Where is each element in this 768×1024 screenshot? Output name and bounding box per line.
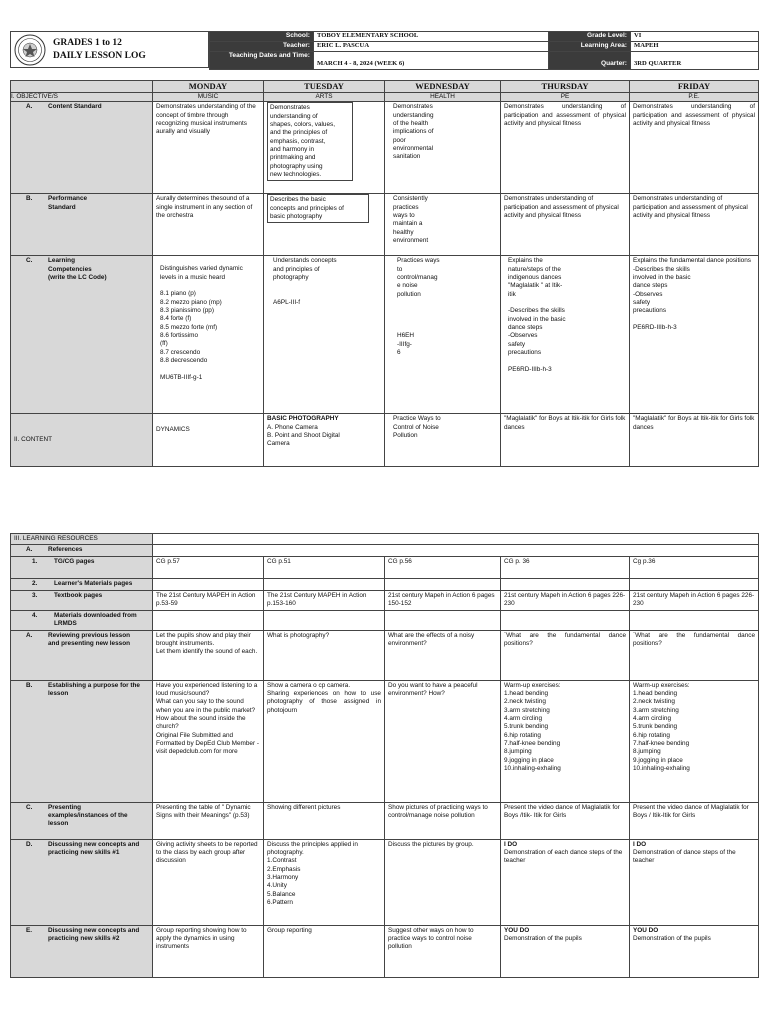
cell (501, 925, 630, 977)
day-wednesday: WEDNESDAY (385, 81, 501, 93)
cell-body: Demonstration of the pupils (633, 934, 711, 942)
cell: Warm-up exercises: 1.head bending 2.neck twisting 3.arm stretching 4.arm circling 5.trunk bending 6.hip rotating 7.half-knee bending 8.jumping 9.jogging in place 10.inhaling-exhaling (501, 680, 630, 802)
cell: Aurally determines thesound of a single instrument in any section of the orchestra (153, 194, 264, 256)
label-textbook-pages: 3. Textbook pages (11, 590, 153, 610)
subject-music: MUSIC (153, 93, 264, 102)
cell-heading: I DO (504, 840, 518, 848)
resources-table (10, 533, 759, 978)
cell: Practice Ways to Control of Noise Pollution (385, 414, 501, 467)
cell: Explains the fundamental dance positions -Describes the skills involved in the basic dance steps -Observes safety precautions PE6RD-IIIb-h-3 (630, 256, 759, 414)
cell (264, 610, 385, 630)
label-references: A. References (11, 545, 153, 556)
area-label: Learning Area: (549, 42, 631, 52)
cell: CG p.57 (153, 556, 264, 578)
label-procedure-d: D. Discussing new concepts and practicing new skills #1 (11, 839, 153, 925)
school-label: School: (210, 32, 314, 42)
cell: 21st century Mapeh in Action 6 pages 226-230 (501, 590, 630, 610)
day-friday: FRIDAY (630, 81, 759, 93)
cell: CG p.56 (385, 556, 501, 578)
grade-value: VI (631, 32, 759, 42)
form-title-line1: GRADES 1 to 12 (53, 38, 122, 48)
section-objectives: I. OBJECTIVE/S (11, 93, 153, 102)
cell: Describes the basic concepts and principles of basic photography (264, 194, 385, 256)
row-procedure-e (11, 925, 759, 977)
row-performance-standard (11, 194, 759, 256)
cell (264, 414, 385, 467)
cell: The 21st Century MAPEH in Action p.53-59 (153, 590, 264, 610)
label-procedure-b: B. Establishing a purpose for the lesson (11, 680, 153, 802)
cell: Demonstrates understanding of participation and assessment of physical activity and physical fitness (630, 102, 759, 194)
area-value: MAPEH (631, 42, 759, 52)
day-thursday: THURSDAY (501, 81, 630, 93)
cell-heading: YOU DO (504, 926, 530, 934)
cell: Cg p.36 (630, 556, 759, 578)
header-info-right (548, 31, 759, 70)
cell-body: Demonstration of the pupils (504, 934, 582, 942)
cell (630, 610, 759, 630)
cell: Practices ways to control/manag e noise pollution H6EH -IIIfg- 6 (385, 256, 501, 414)
day-monday: MONDAY (153, 81, 264, 93)
cell-heading: BASIC PHOTOGRAPHY (267, 415, 339, 423)
cell: "Maglalatik" for Boys at Itik-itik for Girls folk dances (630, 414, 759, 467)
day-tuesday: TUESDAY (264, 81, 385, 93)
teacher-label: Teacher: (210, 42, 314, 52)
cell: 21st century Mapeh in Action 6 pages 226-230 (630, 590, 759, 610)
cell-heading: I DO (633, 840, 647, 848)
cell: CG p. 36 (501, 556, 630, 578)
cell: Demonstrates understanding of participation and assessment of physical activity and physical fitness (501, 102, 630, 194)
quarter-value: 3RD QUARTER (631, 52, 759, 70)
cell: Demonstrates understanding of participation and assessment of physical activity and physical fitness (501, 194, 630, 256)
row-procedure-c (11, 802, 759, 839)
cell (153, 545, 759, 556)
cell: Present the video dance of Maglalatik for Boys / Itik-Itik for Girls (630, 802, 759, 839)
cell-body: Demonstration of dance steps of the teacher (633, 848, 736, 865)
school-value: TOBOY ELEMENTARY SCHOOL (314, 32, 549, 42)
cell: Have you experienced listening to a loud music/sound? What can you say to the sound when you are in the public market? How about the sound inside the church? Original File Submitted and Formatted by DepEd Club Member - visit depedclub.com for more (153, 680, 264, 802)
quarter-label: Quarter: (549, 52, 631, 70)
label-learning-competencies: C. Learning Competencies (write the LC Code) (11, 256, 153, 414)
label-tg-pages: 1. TG/CG pages (11, 556, 153, 578)
cell: "Maglalatik" for Boys at Itik-itik for Girls folk dances (501, 414, 630, 467)
cell: Group reporting (264, 925, 385, 977)
cell (153, 534, 759, 545)
row-procedure-d (11, 839, 759, 925)
row-content-standard (11, 102, 759, 194)
label-content-standard: A. Content Standard (11, 102, 153, 194)
row-content (11, 414, 759, 467)
subject-arts: ARTS (264, 93, 385, 102)
cell (501, 578, 630, 590)
cell: The 21st Century MAPEH in Action p.153-160 (264, 590, 385, 610)
cell: 21st century Mapeh in Action 6 pages 150-152 (385, 590, 501, 610)
cell: Understands concepts and principles of photography A6PL-III-f (264, 256, 385, 414)
deped-seal-icon (14, 34, 46, 66)
cell: `What are the fundamental dance positions? (501, 630, 630, 680)
cell (501, 610, 630, 630)
subject-health: HEALTH (385, 93, 501, 102)
objectives-table (10, 80, 759, 467)
cell: Suggest other ways on how to practice ways to control noise pollution (385, 925, 501, 977)
cell: Let the pupils show and play their brought instruments. Let them identify the sound of each. (153, 630, 264, 680)
cell: What is photography? (264, 630, 385, 680)
label-performance-standard: B. Performance Standard (11, 194, 153, 256)
cell: Present the video dance of Maglalatik for Boys /Itik- Itik for Girls (501, 802, 630, 839)
label-procedure-e: E. Discussing new concepts and practicing new skills #2 (11, 925, 153, 977)
cell: Group reporting showing how to apply the dynamics in using instruments (153, 925, 264, 977)
row-procedure-b (11, 680, 759, 802)
cell: Discuss the pictures by group. (385, 839, 501, 925)
cell-body: A. Phone Camera B. Point and Shoot Digital Camera (267, 423, 340, 448)
cell (153, 578, 264, 590)
cell: Showing different pictures (264, 802, 385, 839)
corner-cell (11, 81, 153, 93)
section-resources: III. LEARNING RESOURCES (11, 534, 153, 545)
cell: Show a camera o cp camera. Sharing experiences on how to use photography of those assigned in photojourn (264, 680, 385, 802)
cell: Warm-up exercises: 1.head bending 2.neck twisting 3.arm stretching 4.arm circling 5.trunk bending 6.hip rotating 7.half-knee bending 8.jumping 9.jogging in place 10.inhaling-exhaling (630, 680, 759, 802)
header-box (10, 31, 209, 68)
label-procedure-a: A. Reviewing previous lesson and presenting new lesson (11, 630, 153, 680)
row-procedure-a (11, 630, 759, 680)
teacher-value: ERIC L. PASCUA (314, 42, 549, 52)
cell: Demonstrates understanding of the health implications of poor environmental sanitation (385, 102, 501, 194)
cell-heading: YOU DO (633, 926, 659, 934)
cell (385, 610, 501, 630)
cell: CG p.51 (264, 556, 385, 578)
cell (630, 839, 759, 925)
header-info-left (209, 31, 549, 70)
cell: Consistently practices ways to maintain a healthy environment (385, 194, 501, 256)
subject-pe2: P.E. (630, 93, 759, 102)
cell: DYNAMICS (153, 414, 264, 467)
dates-label: Teaching Dates and Time: (210, 52, 314, 70)
row-learning-competencies (11, 256, 759, 414)
cell: Giving activity sheets to be reported to the class by each group after discussion (153, 839, 264, 925)
cell: Show pictures of practicing ways to control/manage noise pollution (385, 802, 501, 839)
cell: `What are the fundamental dance positions? (630, 630, 759, 680)
cell: Demonstrates understanding of the concept of timbre through recognizing musical instruments aurally and visually (153, 102, 264, 194)
form-title-line2: DAILY LESSON LOG (53, 51, 146, 61)
cell (630, 578, 759, 590)
cell: Demonstrates understanding of participation and assessment of physical activity and physical fitness (630, 194, 759, 256)
cell: Do you want to have a peaceful environment? How? (385, 680, 501, 802)
subject-pe: PE (501, 93, 630, 102)
cell: Presenting the table of " Dynamic Signs with their Meanings" (p.53) (153, 802, 264, 839)
cell: What are the effects of a noisy environment? (385, 630, 501, 680)
label-lm-pages: 2. Learner's Materials pages (11, 578, 153, 590)
cell (385, 578, 501, 590)
cell (264, 578, 385, 590)
cell: Demonstrates understanding of shapes, colors, values, and the principles of emphasis, contrast, and harmony in printmaking and photography using new technologies. (264, 102, 385, 194)
cell: Explains the nature/steps of the indigenous dances "Maglalatik " at Itik- itik -Describes the skills involved in the basic dance steps -Observes safety precautions PE6RD-IIIb-h-3 (501, 256, 630, 414)
section-content: II. CONTENT (11, 414, 153, 467)
label-lrmds: 4. Materials downloaded from LRMDS (11, 610, 153, 630)
cell: Distinguishes varied dynamic levels in a music heard 8.1 piano (p) 8.2 mezzo piano (mp) 8.3 pianissimo (pp) 8.4 forte (f) 8.5 mezzo forte (mf) 8.6 fortissimo (ff) 8.7 crescendo 8.8 decrescendo MU6TB-IIIf-g-1 (153, 256, 264, 414)
dates-value: MARCH 4 - 8, 2024 (WEEK 6) (314, 52, 549, 70)
cell (630, 925, 759, 977)
cell (501, 839, 630, 925)
cell-body: Demonstration of each dance steps of the teacher (504, 848, 623, 865)
cell: Discuss the principles applied in photography. 1.Contrast 2.Emphasis 3.Harmony 4.Unity 5.Balance 6.Pattern (264, 839, 385, 925)
label-procedure-c: C. Presenting examples/instances of the lesson (11, 802, 153, 839)
cell (153, 610, 264, 630)
grade-label: Grade Level: (549, 32, 631, 42)
